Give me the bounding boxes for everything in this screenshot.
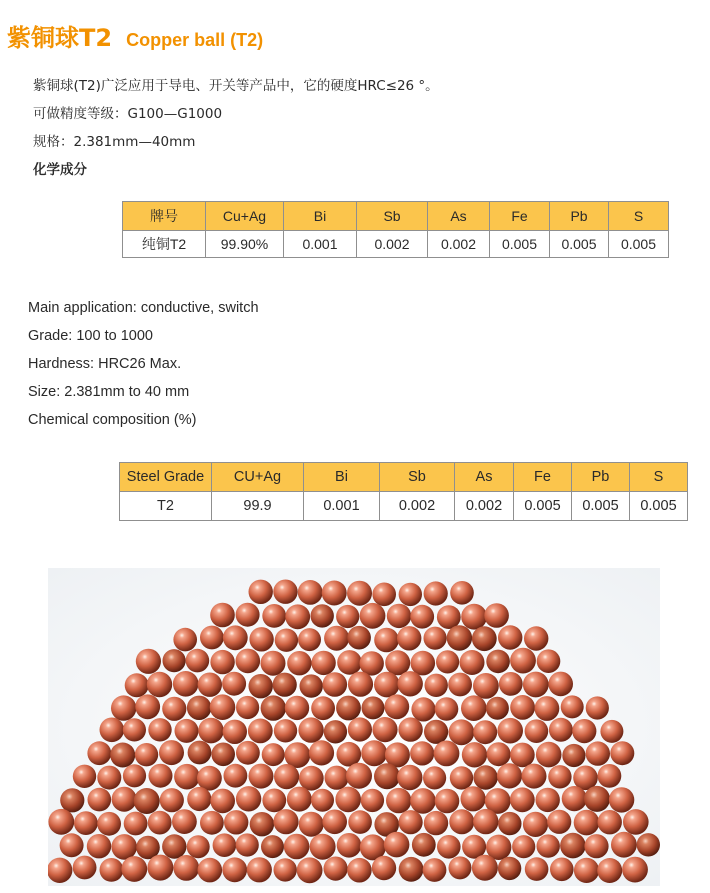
copper-ball (384, 832, 410, 858)
copper-ball (360, 603, 386, 629)
copper-ball (461, 786, 486, 811)
copper-ball (423, 766, 446, 789)
copper-ball (311, 604, 334, 627)
copper-ball (74, 811, 98, 835)
copper-ball (584, 834, 608, 858)
copper-ball (386, 788, 411, 813)
copper-ball (111, 695, 136, 720)
copper-ball (188, 741, 212, 765)
copper-ball (560, 833, 586, 859)
copper-ball (598, 810, 622, 834)
copper-ball (110, 743, 135, 768)
copper-ball (248, 719, 273, 744)
header-cell: Bi (284, 202, 357, 231)
copper-ball (611, 832, 637, 858)
copper-ball (163, 649, 186, 672)
copper-ball (262, 604, 286, 628)
copper-ball (148, 811, 172, 835)
copper-ball (525, 857, 549, 881)
copper-ball (187, 835, 210, 858)
copper-ball (437, 835, 461, 859)
copper-ball (450, 766, 473, 789)
copper-ball (97, 812, 121, 836)
en-application-line: Main application: conductive, switch (28, 300, 259, 316)
table-cell: 纯铜T2 (123, 231, 206, 258)
copper-ball (60, 833, 84, 857)
copper-ball (497, 718, 523, 744)
copper-ball (372, 583, 396, 607)
table-row (123, 231, 669, 258)
copper-ball (550, 858, 574, 882)
copper-ball (623, 809, 649, 835)
table-cell: 0.001 (284, 231, 357, 258)
header-cell: 牌号 (123, 202, 206, 231)
copper-ball (298, 717, 323, 742)
copper-ball (584, 786, 610, 812)
copper-ball (274, 719, 297, 742)
copper-ball (372, 856, 396, 880)
copper-ball (574, 858, 599, 883)
copper-ball (473, 809, 498, 834)
copper-ball (436, 650, 459, 673)
en-composition-heading: Chemical composition (%) (28, 412, 197, 428)
copper-ball (548, 672, 573, 697)
copper-ball (73, 856, 97, 880)
copper-ball (311, 696, 335, 720)
copper-ball (399, 583, 422, 606)
copper-ball (498, 857, 521, 880)
copper-ball (222, 672, 246, 696)
copper-ball (162, 697, 186, 721)
copper-ball (397, 626, 421, 650)
copper-ball (322, 581, 347, 606)
copper-ball (497, 763, 522, 788)
copper-ball (261, 651, 286, 676)
table-cell: 0.002 (455, 492, 514, 521)
title-en: Copper ball (T2) (126, 30, 264, 50)
copper-ball (384, 694, 409, 719)
copper-ball (372, 717, 397, 742)
copper-ball (173, 855, 199, 881)
copper-ball (284, 834, 310, 860)
copper-ball (211, 743, 235, 767)
copper-ball (562, 786, 587, 811)
cn-size-line: 规格：2.381mm—40mm (33, 134, 196, 150)
header-cell: Sb (357, 202, 428, 231)
copper-ball (498, 812, 521, 835)
copper-ball (197, 766, 222, 791)
copper-ball (586, 696, 609, 719)
copper-ball (348, 717, 372, 741)
copper-ball (173, 671, 199, 697)
copper-ball (236, 603, 260, 627)
header-cell: Pb (572, 463, 630, 492)
copper-ball (337, 742, 362, 767)
copper-ball (213, 833, 237, 857)
copper-ball (97, 766, 121, 790)
copper-ball (210, 789, 235, 814)
copper-ball (173, 628, 197, 652)
copper-ball (224, 810, 248, 834)
copper-ball (249, 674, 273, 698)
copper-ball (410, 788, 436, 814)
copper-ball (536, 742, 562, 768)
copper-ball (600, 720, 623, 743)
copper-ball (273, 809, 298, 834)
copper-ball (249, 764, 274, 789)
copper-ball (123, 718, 146, 741)
copper-ball (586, 741, 610, 765)
copper-ball (536, 788, 560, 812)
copper-ball (198, 718, 224, 744)
en-hardness-line: Hardness: HRC26 Max. (28, 356, 182, 372)
copper-ball (486, 697, 509, 720)
en-composition-table (119, 462, 688, 521)
copper-ball (424, 720, 448, 744)
table-cell: 0.005 (550, 231, 609, 258)
copper-ball (210, 603, 235, 628)
copper-ball (287, 651, 311, 675)
table-cell: 0.002 (380, 492, 455, 521)
copper-balls-photo (48, 568, 660, 886)
copper-ball (162, 834, 186, 858)
copper-ball (410, 741, 434, 765)
copper-ball (547, 810, 571, 834)
copper-ball (147, 855, 173, 881)
copper-ball (134, 788, 160, 814)
copper-ball (447, 625, 472, 650)
copper-ball (299, 812, 324, 837)
copper-ball (48, 858, 72, 883)
copper-ball (186, 649, 210, 673)
table-cell: 0.005 (609, 231, 669, 258)
copper-ball (273, 673, 297, 697)
copper-ball (561, 695, 584, 718)
header-cell: Cu+Ag (206, 202, 284, 231)
copper-ball (435, 697, 459, 721)
table-cell: 0.002 (357, 231, 428, 258)
copper-ball (399, 857, 424, 882)
copper-ball (287, 787, 312, 812)
copper-ball (87, 834, 111, 858)
copper-ball (311, 789, 334, 812)
copper-ball (346, 763, 372, 789)
table-cell: 0.005 (630, 492, 688, 521)
copper-ball (397, 765, 422, 790)
copper-ball (510, 648, 536, 674)
copper-ball (423, 858, 447, 882)
copper-ball (472, 626, 497, 651)
copper-ball (135, 743, 158, 766)
cn-composition-heading: 化学成分 (33, 162, 87, 178)
copper-ball (462, 742, 487, 767)
cn-composition-table (122, 201, 669, 258)
copper-ball (324, 720, 347, 743)
copper-ball (597, 858, 622, 883)
copper-ball (562, 744, 585, 767)
header-cell: S (609, 202, 669, 231)
table-row (120, 492, 688, 521)
copper-ball (410, 605, 434, 629)
copper-ball (100, 858, 124, 882)
en-grade-line: Grade: 100 to 1000 (28, 328, 153, 344)
copper-ball (262, 789, 286, 813)
copper-ball (523, 672, 549, 698)
copper-ball (325, 766, 349, 790)
header-cell: Fe (490, 202, 550, 231)
copper-ball (424, 627, 447, 650)
copper-ball (112, 787, 137, 812)
copper-ball (425, 674, 448, 697)
copper-ball (147, 672, 172, 697)
copper-ball (148, 718, 171, 741)
copper-ball (523, 812, 548, 837)
copper-ball (510, 695, 535, 720)
copper-ball (299, 766, 324, 791)
copper-ball (535, 696, 560, 721)
table-cell: 99.90% (206, 231, 284, 258)
header-cell: Sb (380, 463, 455, 492)
copper-ball (449, 719, 475, 745)
copper-ball (374, 672, 400, 698)
copper-ball (124, 812, 148, 836)
copper-ball (574, 810, 600, 836)
copper-ball (512, 835, 535, 858)
copper-ball (261, 835, 284, 858)
copper-ball (210, 694, 236, 720)
copper-ball (362, 696, 385, 719)
copper-ball (300, 674, 323, 697)
copper-ball (297, 857, 323, 883)
copper-ball (337, 833, 362, 858)
copper-ball (198, 673, 222, 697)
copper-ball (434, 741, 460, 767)
copper-ball (285, 696, 309, 720)
copper-ball (525, 719, 549, 743)
copper-ball (261, 695, 286, 720)
page-title (7, 18, 263, 53)
header-cell: Fe (514, 463, 572, 492)
header-cell: Pb (550, 202, 609, 231)
copper-ball (347, 858, 372, 883)
copper-ball (159, 740, 184, 765)
copper-ball (200, 626, 224, 650)
copper-ball (48, 809, 74, 835)
copper-ball (637, 833, 660, 856)
copper-ball (412, 833, 436, 857)
copper-ball (622, 857, 648, 883)
copper-ball (224, 764, 248, 788)
copper-ball (361, 740, 387, 766)
table-cell: 99.9 (212, 492, 304, 521)
copper-ball (347, 626, 371, 650)
copper-ball (484, 603, 509, 628)
copper-ball (309, 740, 334, 765)
header-cell: Bi (304, 463, 380, 492)
copper-ball (149, 764, 173, 788)
copper-ball (247, 857, 272, 882)
copper-ball (385, 650, 410, 675)
copper-ball (111, 834, 137, 860)
copper-ball (311, 651, 335, 675)
copper-ball (223, 625, 248, 650)
copper-ball (398, 717, 422, 741)
copper-ball (473, 673, 499, 699)
copper-ball (361, 789, 384, 812)
copper-ball (198, 858, 223, 883)
copper-ball (337, 650, 362, 675)
copper-ball (310, 834, 336, 860)
copper-ball (572, 719, 596, 743)
copper-ball (460, 650, 485, 675)
copper-ball (73, 765, 96, 788)
en-size-line: Size: 2.381mm to 40 mm (28, 384, 190, 400)
copper-ball (473, 765, 497, 789)
copper-ball (598, 764, 622, 788)
copper-ball (450, 581, 474, 605)
copper-ball (88, 788, 112, 812)
header-cell: S (630, 463, 688, 492)
copper-ball (548, 765, 571, 788)
copper-ball (473, 720, 497, 744)
copper-ball (322, 810, 347, 835)
table-header-row (120, 463, 688, 492)
header-cell: As (428, 202, 490, 231)
copper-ball (274, 858, 297, 881)
en-description (28, 294, 259, 434)
copper-ball (125, 673, 149, 697)
copper-ball (347, 581, 372, 606)
copper-ball (60, 788, 84, 812)
table-header-row (123, 202, 669, 231)
copper-ball (461, 604, 487, 630)
copper-ball (387, 604, 411, 628)
copper-ball (236, 649, 261, 674)
copper-ball (424, 811, 448, 835)
table-cell: 0.005 (572, 492, 630, 521)
table-cell: 0.001 (304, 492, 380, 521)
copper-ball (524, 626, 548, 650)
copper-ball (236, 696, 259, 719)
copper-ball (424, 581, 448, 605)
copper-ball (411, 697, 435, 721)
copper-ball (210, 650, 234, 674)
cn-application-line: 紫铜球(T2)广泛应用于导电、开关等产品中，它的硬度HRC≤26 °。 (33, 78, 439, 94)
copper-ball (499, 672, 523, 696)
copper-ball (336, 696, 361, 721)
copper-ball (537, 649, 561, 673)
copper-ball (123, 764, 146, 787)
copper-ball (448, 673, 472, 697)
copper-ball (510, 787, 535, 812)
copper-ball (249, 580, 273, 604)
copper-ball (449, 856, 472, 879)
copper-ball (435, 789, 460, 814)
copper-ball (335, 787, 361, 813)
title-cn: 紫铜球T2 (7, 24, 113, 52)
copper-ball (510, 743, 535, 768)
header-cell: CU+Ag (212, 463, 304, 492)
copper-ball (222, 857, 247, 882)
copper-ball (411, 651, 436, 676)
table-cell: T2 (120, 492, 212, 521)
header-cell: As (455, 463, 514, 492)
copper-ball (498, 625, 522, 649)
copper-ball (136, 649, 161, 674)
table-cell: 0.005 (490, 231, 550, 258)
copper-ball (262, 743, 285, 766)
copper-ball (324, 857, 348, 881)
copper-ball (172, 809, 197, 834)
copper-ball (437, 605, 461, 629)
copper-ball (348, 810, 372, 834)
copper-ball (323, 672, 348, 697)
copper-ball (461, 695, 487, 721)
copper-ball (236, 786, 261, 811)
cn-grade-line: 可做精度等级：G100—G1000 (33, 106, 223, 122)
copper-ball (285, 604, 310, 629)
copper-ball (324, 626, 349, 651)
copper-ball (374, 763, 400, 789)
table-cell: 0.005 (514, 492, 572, 521)
copper-ball (348, 672, 373, 697)
copper-ball (174, 764, 200, 790)
header-cell: Steel Grade (120, 463, 212, 492)
copper-ball (549, 718, 573, 742)
copper-ball (522, 764, 547, 789)
copper-ball (250, 812, 274, 836)
copper-ball (449, 809, 474, 834)
copper-ball (610, 741, 634, 765)
copper-ball (100, 718, 125, 743)
copper-ball (487, 742, 511, 766)
copper-ball (236, 833, 259, 856)
copper-ball (399, 810, 423, 834)
copper-ball (374, 628, 399, 653)
copper-ball (275, 629, 298, 652)
copper-ball (135, 694, 160, 719)
copper-ball (87, 741, 111, 765)
copper-ball (398, 671, 423, 696)
table-cell: 0.002 (428, 231, 490, 258)
copper-ball (336, 605, 359, 628)
copper-ball (472, 855, 498, 881)
copper-ball (298, 580, 323, 605)
copper-ball (236, 741, 260, 765)
copper-ball (486, 650, 510, 674)
copper-ball (609, 787, 634, 812)
copper-ball (537, 834, 560, 857)
copper-ball (121, 856, 147, 882)
copper-ball (223, 720, 247, 744)
copper-ball (200, 811, 224, 835)
copper-ball (273, 580, 297, 604)
copper-ball (160, 788, 184, 812)
copper-ball (298, 628, 321, 651)
copper-ball (187, 787, 211, 811)
copper-ball (187, 696, 211, 720)
cn-description (33, 72, 439, 184)
copper-ball (274, 764, 299, 789)
copper-ball (249, 627, 273, 651)
copper-ball (175, 719, 199, 743)
